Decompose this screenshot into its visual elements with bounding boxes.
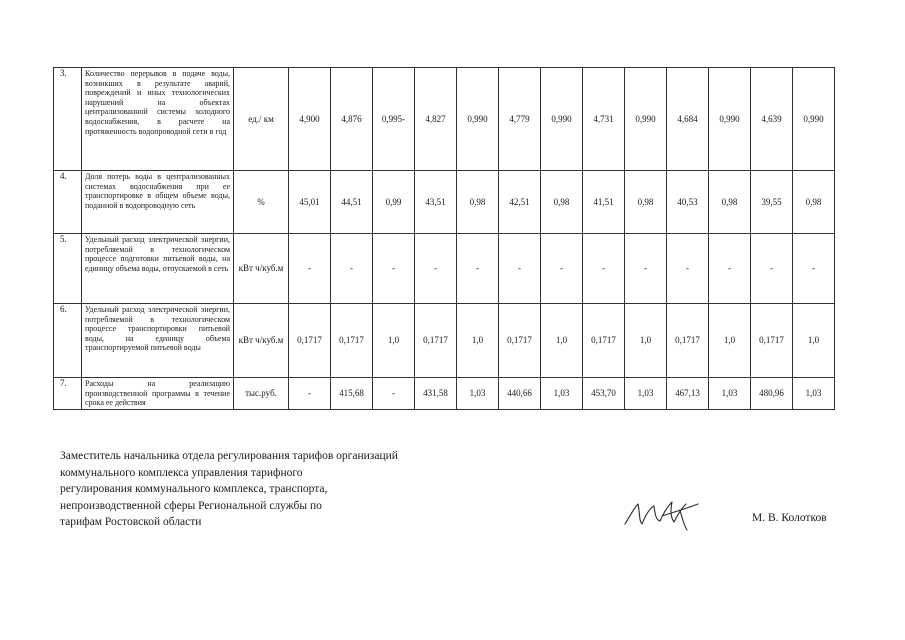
value-cell: 0,1717 (289, 304, 331, 378)
row-number: 7. (54, 378, 82, 410)
value-cell: 415,68 (331, 378, 373, 410)
value-cell: 0,1717 (583, 304, 625, 378)
value-cell: 45,01 (289, 171, 331, 234)
unit-cell: % (234, 171, 289, 234)
value-cell: 4,876 (331, 68, 373, 171)
value-cell: - (625, 234, 667, 304)
value-cell: 0,1717 (499, 304, 541, 378)
value-cell: 44,51 (331, 171, 373, 234)
value-cell: 0,990 (793, 68, 835, 171)
value-cell: - (289, 234, 331, 304)
value-cell: 0,99 (373, 171, 415, 234)
value-cell: 4,827 (415, 68, 457, 171)
signature-title-block (60, 448, 480, 531)
row-number: 3. (54, 68, 82, 171)
indicator-description: Доля потерь воды в централизованных системах водоснабжения при ее транспортировке в общем объеме воды, поданной в водопроводную сеть (82, 171, 234, 234)
signature-title-line: Заместитель начальника отдела регулирования тарифов организаций (60, 450, 398, 462)
value-cell: 0,1717 (415, 304, 457, 378)
value-cell: 440,66 (499, 378, 541, 410)
table-row (54, 171, 877, 234)
signature-title-line: тарифам Ростовской области (60, 516, 202, 528)
indicator-description: Удельный расход электрической энергии, потребляемой в технологическом процессе транспортировки питьевой воды, на единицу объема транспортируемой питьевой воды (82, 304, 234, 378)
handwritten-signature-icon (622, 494, 702, 534)
value-cell: 0,1717 (751, 304, 793, 378)
value-cell: 4,684 (667, 68, 709, 171)
signature-title-line: регулирования коммунального комплекса, транспорта, (60, 483, 328, 495)
value-cell: 1,0 (541, 304, 583, 378)
value-cell: 40,53 (667, 171, 709, 234)
value-cell: - (331, 234, 373, 304)
value-cell: 0,98 (541, 171, 583, 234)
value-cell: 0,98 (709, 171, 751, 234)
value-cell: 1,03 (793, 378, 835, 410)
value-cell: - (373, 234, 415, 304)
table-row (54, 68, 877, 171)
indicator-description: Расходы на реализацию производственной программы в течение срока ее действия (82, 378, 234, 410)
indicator-description: Удельный расход электрической энергии, потребляемой в технологическом процессе подготовки питьевой воды, на единицу объема воды, отпускаемой в сеть (82, 234, 234, 304)
value-cell: 1,03 (541, 378, 583, 410)
value-cell: - (793, 234, 835, 304)
value-cell: 1,0 (373, 304, 415, 378)
value-cell: 4,900 (289, 68, 331, 171)
value-cell: - (289, 378, 331, 410)
value-cell: 1,03 (709, 378, 751, 410)
value-cell: 0,990 (541, 68, 583, 171)
signer-name: М. В. Колотков (752, 512, 827, 524)
value-cell: - (373, 378, 415, 410)
value-cell: 0,990 (709, 68, 751, 171)
value-cell: - (541, 234, 583, 304)
value-cell: 0,98 (457, 171, 499, 234)
value-cell: 0,1717 (667, 304, 709, 378)
value-cell: 431,58 (415, 378, 457, 410)
value-cell: - (457, 234, 499, 304)
table-row (54, 234, 877, 304)
row-number: 4. (54, 171, 82, 234)
unit-cell: кВт ч/куб.м (234, 304, 289, 378)
value-cell: 41,51 (583, 171, 625, 234)
value-cell: 1,0 (625, 304, 667, 378)
value-cell: 1,0 (457, 304, 499, 378)
value-cell: 0,98 (793, 171, 835, 234)
value-cell: 43,51 (415, 171, 457, 234)
value-cell: 1,03 (457, 378, 499, 410)
value-cell: 480,96 (751, 378, 793, 410)
unit-cell: тыс.руб. (234, 378, 289, 410)
indicators-table (53, 67, 877, 410)
value-cell: 42,51 (499, 171, 541, 234)
value-cell: - (583, 234, 625, 304)
value-cell: - (415, 234, 457, 304)
value-cell: 1,03 (625, 378, 667, 410)
value-cell: - (709, 234, 751, 304)
value-cell: 4,639 (751, 68, 793, 171)
value-cell: 4,779 (499, 68, 541, 171)
table-row (54, 304, 877, 378)
value-cell: 0,995- (373, 68, 415, 171)
value-cell: 1,0 (793, 304, 835, 378)
value-cell: 0,98 (625, 171, 667, 234)
value-cell: - (499, 234, 541, 304)
value-cell: 1,0 (709, 304, 751, 378)
indicator-description: Количество перерывов в подаче воды, возникших в результате аварий, повреждений и иных технологических нарушений на объектах централизованной системы холодного водоснабжения, в расчете на протяженность водопроводной сети в год (82, 68, 234, 171)
value-cell: 0,990 (457, 68, 499, 171)
unit-cell: ед./ км (234, 68, 289, 171)
signature-title-line: непроизводственной сферы Региональной службы по (60, 499, 322, 512)
value-cell: 467,13 (667, 378, 709, 410)
table-body (54, 68, 877, 410)
value-cell: 453,70 (583, 378, 625, 410)
signature-title-line: коммунального комплекса управления тарифного (60, 466, 303, 479)
value-cell: 0,990 (625, 68, 667, 171)
table-row (54, 378, 877, 410)
value-cell: 0,1717 (331, 304, 373, 378)
row-number: 6. (54, 304, 82, 378)
value-cell: 4,731 (583, 68, 625, 171)
value-cell: - (667, 234, 709, 304)
value-cell: 39,55 (751, 171, 793, 234)
row-number: 5. (54, 234, 82, 304)
unit-cell: кВт ч/куб.м (234, 234, 289, 304)
value-cell: - (751, 234, 793, 304)
